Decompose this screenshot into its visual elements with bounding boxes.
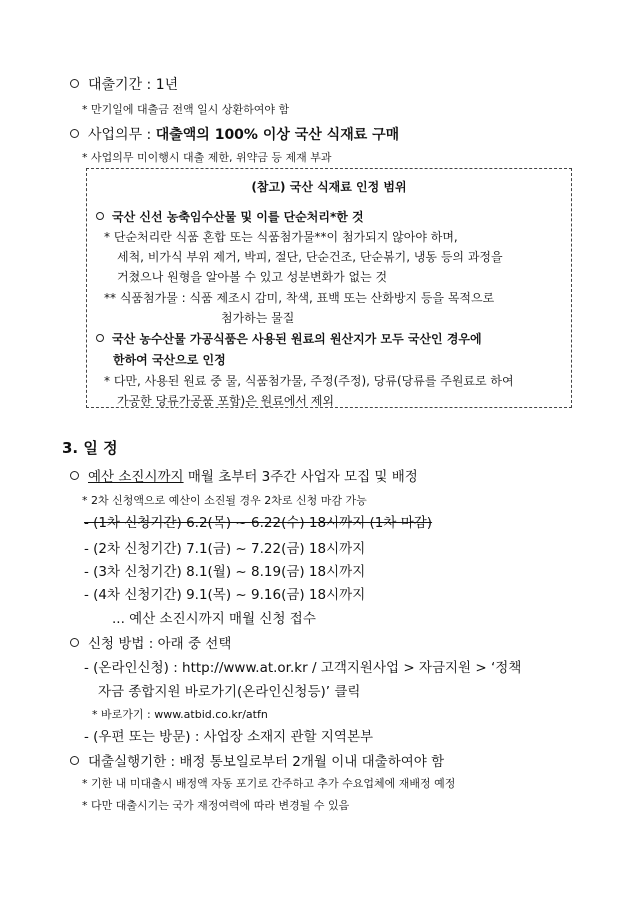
reference-item-1-note2-l2: 첨가하는 물질 (221, 311, 295, 325)
schedule-continue: ... 예산 소진시까지 매월 신청 접수 (112, 611, 316, 627)
schedule-note: * 2차 신청액으로 예산이 소진될 경우 2차로 신청 마감 가능 (82, 494, 367, 507)
apply-online-l2: 자금 종합지원 바로가기(온라인신청등)’ 클릭 (98, 684, 361, 700)
apply-shortcut: * 바로가기 : www.atbid.co.kr/atfn (92, 708, 268, 721)
reference-item-1-note-l2: 세척, 비가식 부위 제거, 박피, 절단, 단순건조, 단순볶기, 냉동 등의 과정을 (117, 250, 503, 264)
obligation-label: 사업의무 (88, 127, 143, 143)
schedule-round-1: - (1차 신청기간) 6.2(목) ~ 6.22(수) 18시까지 (1차 마감) (84, 515, 433, 531)
bullet-circle-icon (96, 334, 104, 342)
loan-period-value: 1년 (155, 77, 179, 93)
deadline-note-1: * 기한 내 미대출시 배정액 자동 포기로 간주하고 추가 수요업체에 재배정 예정 (82, 777, 456, 790)
loan-period-note: * 만기일에 대출금 전액 일시 상환하여야 함 (82, 103, 290, 116)
reference-item-1-note-l3: 거쳤으나 원형을 알아볼 수 있고 성분변화가 없는 것 (117, 270, 388, 284)
reference-item-1-text: 국산 신선 농축임수산물 및 이를 단순처리*한 것 (112, 210, 364, 224)
deadline-note-2: * 다만 대출시기는 국가 재정여력에 따라 변경될 수 있음 (82, 799, 350, 812)
reference-box-title: (참고) 국산 식재료 인정 범위 (251, 180, 407, 194)
reference-item-2-note-l1: * 다만, 사용된 원료 중 물, 식품첨가물, 주정(주정), 당류(당류를 주원료로 하여 (104, 374, 514, 388)
reference-item-1-note2-l1: ** 식품첨가물 : 식품 제조시 감미, 착색, 표백 또는 산화방지 등을 목적으로 (104, 291, 495, 305)
reference-item-2 (96, 330, 482, 347)
schedule-round-4: - (4차 신청기간) 9.1(목) ~ 9.16(금) 18시까지 (84, 587, 366, 603)
schedule-round-3: - (3차 신청기간) 8.1(월) ~ 8.19(금) 18시까지 (84, 564, 366, 580)
loan-period-line: 대출기간 : 1년 (70, 74, 178, 94)
schedule-item-rest: 매월 초부터 3주간 사업자 모집 및 배정 (183, 469, 418, 485)
bullet-circle-icon (70, 638, 79, 647)
obligation-line: 사업의무 : 대출액의 100% 이상 국산 식재료 구매 (70, 124, 399, 144)
obligation-value: 대출액의 100% 이상 국산 식재료 구매 (155, 127, 400, 143)
loan-period-label: 대출기간 (88, 77, 143, 93)
reference-item-1 (96, 208, 364, 225)
apply-method-line (70, 632, 231, 652)
bullet-circle-icon (70, 129, 79, 138)
schedule-item-underlined: 예산 소진시까지 (88, 469, 184, 485)
reference-item-2-text-l1: 국산 농수산물 가공식품은 사용된 원료의 원산지가 모두 국산인 경우에 (112, 332, 482, 346)
bullet-circle-icon (70, 471, 79, 480)
schedule-round-2: - (2차 신청기간) 7.1(금) ~ 7.22(금) 18시까지 (84, 541, 366, 557)
schedule-heading: 3. 일 정 (62, 439, 118, 457)
reference-item-2-text-l2: 한하여 국산으로 인정 (113, 353, 226, 367)
apply-method-label: 신청 방법 : 아래 중 선택 (88, 636, 232, 652)
apply-offline: - (우편 또는 방문) : 사업장 소재지 관할 지역본부 (84, 729, 374, 745)
reference-item-1-note-l1: * 단순처리란 식품 혼합 또는 식품첨가물**이 첨가되지 않아야 하며, (104, 230, 458, 244)
schedule-item (70, 465, 418, 485)
obligation-note: * 사업의무 미이행시 대출 제한, 위약금 등 제재 부과 (82, 151, 332, 164)
bullet-circle-icon (96, 212, 104, 220)
reference-item-2-note-l2: 가공한 당류가공품 포함)은 원료에서 제외 (117, 394, 335, 408)
deadline-line (70, 750, 444, 770)
bullet-circle-icon (70, 756, 79, 765)
apply-online-l1: - (온라인신청) : http://www.at.or.kr / 고객지원사업 > 자금지원 > ‘정책 (84, 660, 522, 676)
bullet-circle-icon (70, 79, 79, 88)
deadline-label: 대출실행기한 : 배정 통보일로부터 2개월 이내 대출하여야 함 (88, 754, 445, 770)
